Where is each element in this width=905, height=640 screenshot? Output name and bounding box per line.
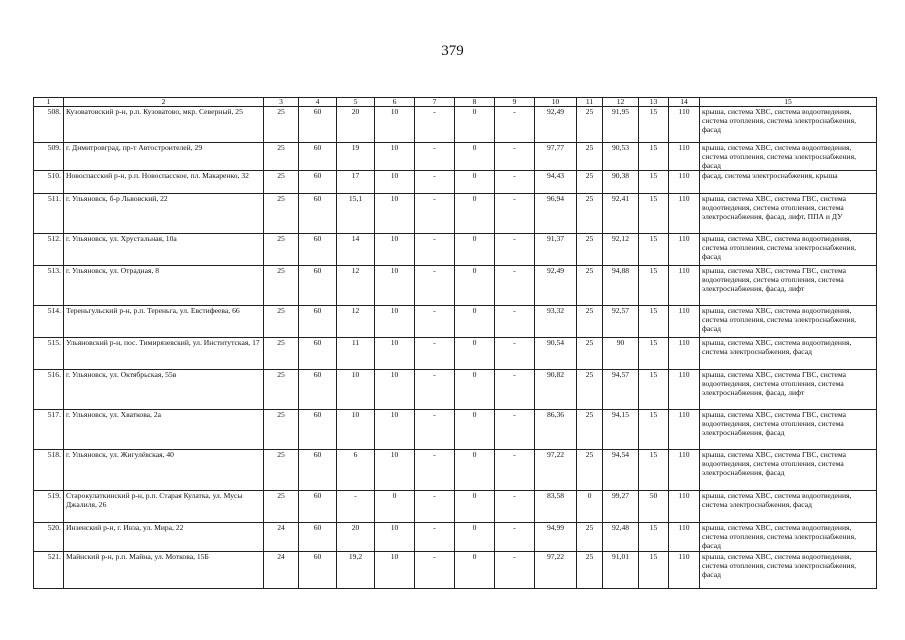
- table-cell: 110: [669, 107, 700, 143]
- table-cell: 60: [299, 143, 337, 171]
- table-cell: крыша, система ХВС, система водоотведения, система отопления, система электроснабжения, фасад: [700, 107, 877, 143]
- table-cell: крыша, система ХВС, система ГВС, система водоотведения, система отопления, система электроснабжения, фасад, лифт: [700, 266, 877, 306]
- table-cell: 94,99: [535, 523, 577, 552]
- table-cell: 92,12: [603, 234, 639, 266]
- column-header: 4: [299, 98, 337, 107]
- table-row: [34, 338, 877, 370]
- table-cell: г. Ульяновск, ул. Отрадная, 8: [64, 266, 264, 306]
- table-cell: 0: [577, 491, 603, 523]
- table-cell: -: [415, 234, 455, 266]
- table-row: [34, 410, 877, 450]
- table-cell: 83,58: [535, 491, 577, 523]
- table-cell: г. Ульяновск, ул. Хваткова, 2а: [64, 410, 264, 450]
- table-cell: 15: [639, 266, 669, 306]
- header-row: [34, 98, 877, 107]
- table-cell: 515.: [34, 338, 64, 370]
- table-cell: 94,15: [603, 410, 639, 450]
- table-cell: 15: [639, 450, 669, 491]
- table-cell: -: [495, 171, 535, 194]
- table-cell: Майнский р-н, р.п. Майна, ул. Моткова, 15Б: [64, 552, 264, 589]
- table-cell: 10: [375, 410, 415, 450]
- table-cell: 110: [669, 171, 700, 194]
- table-cell: 60: [299, 234, 337, 266]
- table-cell: 25: [577, 450, 603, 491]
- table-cell: 15,1: [337, 194, 375, 234]
- repair-register-table: [33, 97, 877, 589]
- table-cell: 517.: [34, 410, 64, 450]
- table-cell: 10: [375, 450, 415, 491]
- table-cell: 521.: [34, 552, 64, 589]
- table-cell: 110: [669, 491, 700, 523]
- table-cell: 0: [455, 107, 495, 143]
- table-cell: 15: [639, 523, 669, 552]
- table-cell: 15: [639, 143, 669, 171]
- table-cell: 0: [455, 194, 495, 234]
- table-cell: 25: [577, 338, 603, 370]
- table-cell: 510.: [34, 171, 64, 194]
- table-cell: 110: [669, 410, 700, 450]
- table-cell: 10: [337, 370, 375, 410]
- table-cell: 20: [337, 523, 375, 552]
- column-header: 13: [639, 98, 669, 107]
- table-cell: 110: [669, 143, 700, 171]
- table-cell: 513.: [34, 266, 64, 306]
- table-cell: Тереньгульский р-н, р.п. Тереньга, ул. Евстифеева, 66: [64, 306, 264, 338]
- table-cell: 519.: [34, 491, 64, 523]
- table-cell: Новоспасский р-н, р.п. Новоспасское, пл. Макаренко, 32: [64, 171, 264, 194]
- column-header: 7: [415, 98, 455, 107]
- table-cell: -: [495, 491, 535, 523]
- table-cell: крыша, система ХВС, система водоотведения, система отопления, система электроснабжения, фасад: [700, 234, 877, 266]
- table-cell: 25: [577, 194, 603, 234]
- table-cell: 92,49: [535, 266, 577, 306]
- table-cell: 10: [375, 107, 415, 143]
- table-cell: -: [415, 143, 455, 171]
- column-header: 15: [700, 98, 877, 107]
- table-cell: 94,57: [603, 370, 639, 410]
- table-cell: 110: [669, 523, 700, 552]
- table-cell: 60: [299, 450, 337, 491]
- table-cell: 25: [264, 171, 299, 194]
- table-cell: 92,41: [603, 194, 639, 234]
- table-cell: крыша, система ХВС, система водоотведения, система отопления, система электроснабжения, фасад: [700, 143, 877, 171]
- table-cell: фасад, система электроснабжения, крыша: [700, 171, 877, 194]
- table-cell: 15: [639, 552, 669, 589]
- table-row: [34, 523, 877, 552]
- table-cell: 25: [264, 450, 299, 491]
- table-cell: 15: [639, 410, 669, 450]
- table-cell: 0: [455, 143, 495, 171]
- column-header: 9: [495, 98, 535, 107]
- table-cell: 25: [577, 370, 603, 410]
- column-header: 5: [337, 98, 375, 107]
- table-cell: 99,27: [603, 491, 639, 523]
- table-cell: 10: [375, 552, 415, 589]
- table-cell: 25: [264, 338, 299, 370]
- table-cell: крыша, система ХВС, система водоотведения, система отопления, система электроснабжения, фасад: [700, 523, 877, 552]
- table-cell: 25: [577, 266, 603, 306]
- table-cell: 92,49: [535, 107, 577, 143]
- table-cell: -: [337, 491, 375, 523]
- table-cell: 10: [375, 306, 415, 338]
- table-cell: 0: [455, 234, 495, 266]
- table-cell: 60: [299, 306, 337, 338]
- table-cell: 25: [264, 491, 299, 523]
- table-cell: крыша, система ХВС, система водоотведения, система электроснабжения, фасад: [700, 338, 877, 370]
- table-cell: -: [495, 306, 535, 338]
- table-cell: 15: [639, 194, 669, 234]
- table-cell: 110: [669, 266, 700, 306]
- table-cell: -: [495, 552, 535, 589]
- table-cell: -: [495, 266, 535, 306]
- table-cell: -: [495, 370, 535, 410]
- table-cell: 91,95: [603, 107, 639, 143]
- table-cell: 511.: [34, 194, 64, 234]
- table-cell: 0: [455, 491, 495, 523]
- table-cell: -: [415, 450, 455, 491]
- table-cell: 25: [577, 552, 603, 589]
- column-header: 3: [264, 98, 299, 107]
- table-cell: 10: [375, 338, 415, 370]
- column-header: 11: [577, 98, 603, 107]
- table-cell: -: [415, 370, 455, 410]
- column-header: 12: [603, 98, 639, 107]
- table-cell: 25: [264, 234, 299, 266]
- table-cell: 19: [337, 143, 375, 171]
- table-cell: крыша, система ХВС, система водоотведения, система отопления, система электроснабжения, фасад: [700, 552, 877, 589]
- table-cell: 25: [577, 523, 603, 552]
- table-cell: -: [415, 552, 455, 589]
- table-row: [34, 234, 877, 266]
- table-cell: -: [415, 107, 455, 143]
- table-cell: 0: [455, 338, 495, 370]
- column-header: 6: [375, 98, 415, 107]
- table-cell: 15: [639, 234, 669, 266]
- table-cell: 10: [375, 171, 415, 194]
- table-cell: 20: [337, 107, 375, 143]
- table-cell: 60: [299, 338, 337, 370]
- table-cell: 10: [337, 410, 375, 450]
- table-cell: 10: [375, 370, 415, 410]
- table-cell: 19,2: [337, 552, 375, 589]
- table-cell: Инзенский р-н, г. Инза, ул. Мира, 22: [64, 523, 264, 552]
- table-cell: 97,77: [535, 143, 577, 171]
- table-cell: 15: [639, 306, 669, 338]
- table-cell: 12: [337, 266, 375, 306]
- table-cell: 0: [455, 370, 495, 410]
- table-cell: 86,36: [535, 410, 577, 450]
- table-cell: 94,54: [603, 450, 639, 491]
- table-cell: 25: [577, 410, 603, 450]
- table-cell: -: [415, 410, 455, 450]
- table-row: [34, 194, 877, 234]
- table-cell: 60: [299, 171, 337, 194]
- table-cell: -: [495, 107, 535, 143]
- table-cell: 96,94: [535, 194, 577, 234]
- table-cell: 24: [264, 552, 299, 589]
- table-cell: 25: [264, 266, 299, 306]
- page-number: 379: [441, 43, 464, 59]
- table-cell: 509.: [34, 143, 64, 171]
- table-cell: крыша, система ХВС, система ГВС, система водоотведения, система отопления, система электроснабжения, фасад, лифт: [700, 370, 877, 410]
- table-cell: -: [415, 491, 455, 523]
- table-cell: 60: [299, 410, 337, 450]
- table-cell: 0: [455, 552, 495, 589]
- table-cell: 12: [337, 306, 375, 338]
- table-cell: Старокулаткинский р-н, р.п. Старая Кулатка, ул. Мусы Джалиля, 26: [64, 491, 264, 523]
- table-cell: г. Ульяновск, б-р Львовский, 22: [64, 194, 264, 234]
- table-cell: -: [495, 143, 535, 171]
- table-cell: 512.: [34, 234, 64, 266]
- table-cell: 518.: [34, 450, 64, 491]
- table-cell: 25: [264, 306, 299, 338]
- table-cell: 0: [455, 171, 495, 194]
- table-cell: 25: [577, 143, 603, 171]
- table-row: [34, 450, 877, 491]
- table-row: [34, 491, 877, 523]
- table-cell: 94,88: [603, 266, 639, 306]
- table-cell: 60: [299, 370, 337, 410]
- table-cell: -: [415, 194, 455, 234]
- table-row: [34, 171, 877, 194]
- table-cell: 0: [455, 523, 495, 552]
- table-cell: 14: [337, 234, 375, 266]
- table-cell: крыша, система ХВС, система водоотведения, система электроснабжения, фасад: [700, 491, 877, 523]
- table-cell: 25: [577, 107, 603, 143]
- table-row: [34, 143, 877, 171]
- table-cell: -: [415, 266, 455, 306]
- table-cell: 90,54: [535, 338, 577, 370]
- table-cell: 516.: [34, 370, 64, 410]
- table-cell: г. Ульяновск, ул. Хрустальная, 10а: [64, 234, 264, 266]
- table-row: [34, 266, 877, 306]
- table-cell: 0: [455, 410, 495, 450]
- column-header: 2: [64, 98, 264, 107]
- table-cell: 110: [669, 306, 700, 338]
- table-cell: -: [495, 410, 535, 450]
- table-cell: 24: [264, 523, 299, 552]
- table-cell: 508.: [34, 107, 64, 143]
- table-cell: 92,48: [603, 523, 639, 552]
- table-cell: 10: [375, 523, 415, 552]
- table-cell: -: [415, 523, 455, 552]
- table-cell: 15: [639, 370, 669, 410]
- table-cell: г. Димитровград, пр-т Автостроителей, 29: [64, 143, 264, 171]
- table-cell: 91,37: [535, 234, 577, 266]
- table-cell: 0: [455, 306, 495, 338]
- table-cell: -: [495, 450, 535, 491]
- table-cell: 110: [669, 450, 700, 491]
- table-cell: 25: [264, 370, 299, 410]
- table-cell: 110: [669, 370, 700, 410]
- table-cell: г. Ульяновск, ул. Жигулёвская, 40: [64, 450, 264, 491]
- table-row: [34, 306, 877, 338]
- table-row: [34, 107, 877, 143]
- table-cell: 10: [375, 266, 415, 306]
- table-cell: Ульяновский р-н, пос. Тимирязевский, ул. Институтская, 17: [64, 338, 264, 370]
- table-cell: 0: [455, 266, 495, 306]
- table-cell: 94,43: [535, 171, 577, 194]
- table-cell: 10: [375, 234, 415, 266]
- table-cell: крыша, система ХВС, система ГВС, система водоотведения, система отопления, система электроснабжения, фасад: [700, 410, 877, 450]
- table-row: [34, 552, 877, 589]
- table-cell: крыша, система ХВС, система водоотведения, система отопления, система электроснабжения, фасад: [700, 306, 877, 338]
- table-cell: 10: [375, 194, 415, 234]
- table-cell: 50: [639, 491, 669, 523]
- table-row: [34, 370, 877, 410]
- table-cell: -: [415, 338, 455, 370]
- table-cell: 60: [299, 266, 337, 306]
- table-cell: 0: [375, 491, 415, 523]
- table-cell: 110: [669, 338, 700, 370]
- table-cell: 25: [577, 306, 603, 338]
- table-cell: крыша, система ХВС, система ГВС, система водоотведения, система отопления, система электроснабжения, фасад: [700, 450, 877, 491]
- table-cell: 25: [577, 234, 603, 266]
- table-cell: 60: [299, 194, 337, 234]
- table-cell: 25: [264, 143, 299, 171]
- column-header: 1: [34, 98, 64, 107]
- table-cell: -: [495, 523, 535, 552]
- table-cell: 60: [299, 107, 337, 143]
- table-cell: 110: [669, 234, 700, 266]
- table-cell: 15: [639, 171, 669, 194]
- table-cell: 93,32: [535, 306, 577, 338]
- table-cell: 6: [337, 450, 375, 491]
- table-cell: 25: [264, 107, 299, 143]
- table-cell: 90: [603, 338, 639, 370]
- column-header: 10: [535, 98, 577, 107]
- table-cell: 60: [299, 552, 337, 589]
- table-cell: 10: [375, 143, 415, 171]
- table-cell: 11: [337, 338, 375, 370]
- table-cell: 110: [669, 194, 700, 234]
- table-cell: 60: [299, 523, 337, 552]
- table-cell: 514.: [34, 306, 64, 338]
- table-cell: 17: [337, 171, 375, 194]
- table-cell: 90,82: [535, 370, 577, 410]
- table-cell: крыша, система ХВС, система ГВС, система водоотведения, система отопления, система электроснабжения, фасад, лифт, ППА и ДУ: [700, 194, 877, 234]
- table-cell: -: [495, 234, 535, 266]
- table-cell: 90,38: [603, 171, 639, 194]
- table-cell: -: [415, 306, 455, 338]
- table-cell: 15: [639, 338, 669, 370]
- table-cell: -: [495, 338, 535, 370]
- table-cell: 97,22: [535, 552, 577, 589]
- table-cell: 25: [264, 194, 299, 234]
- table-cell: 25: [264, 410, 299, 450]
- table-cell: 97,22: [535, 450, 577, 491]
- table-cell: 110: [669, 552, 700, 589]
- table-cell: Кузоватовский р-н, р.п. Кузоватово, мкр. Северный, 25: [64, 107, 264, 143]
- table-cell: 90,53: [603, 143, 639, 171]
- table-cell: 60: [299, 491, 337, 523]
- table-cell: -: [415, 171, 455, 194]
- table-cell: -: [495, 194, 535, 234]
- column-header: 14: [669, 98, 700, 107]
- table-cell: 91,01: [603, 552, 639, 589]
- table-cell: 92,57: [603, 306, 639, 338]
- table-cell: 520.: [34, 523, 64, 552]
- table-cell: 15: [639, 107, 669, 143]
- column-header: 8: [455, 98, 495, 107]
- table-cell: 0: [455, 450, 495, 491]
- table-cell: г. Ульяновск, ул. Октябрьская, 55в: [64, 370, 264, 410]
- table-cell: 25: [577, 171, 603, 194]
